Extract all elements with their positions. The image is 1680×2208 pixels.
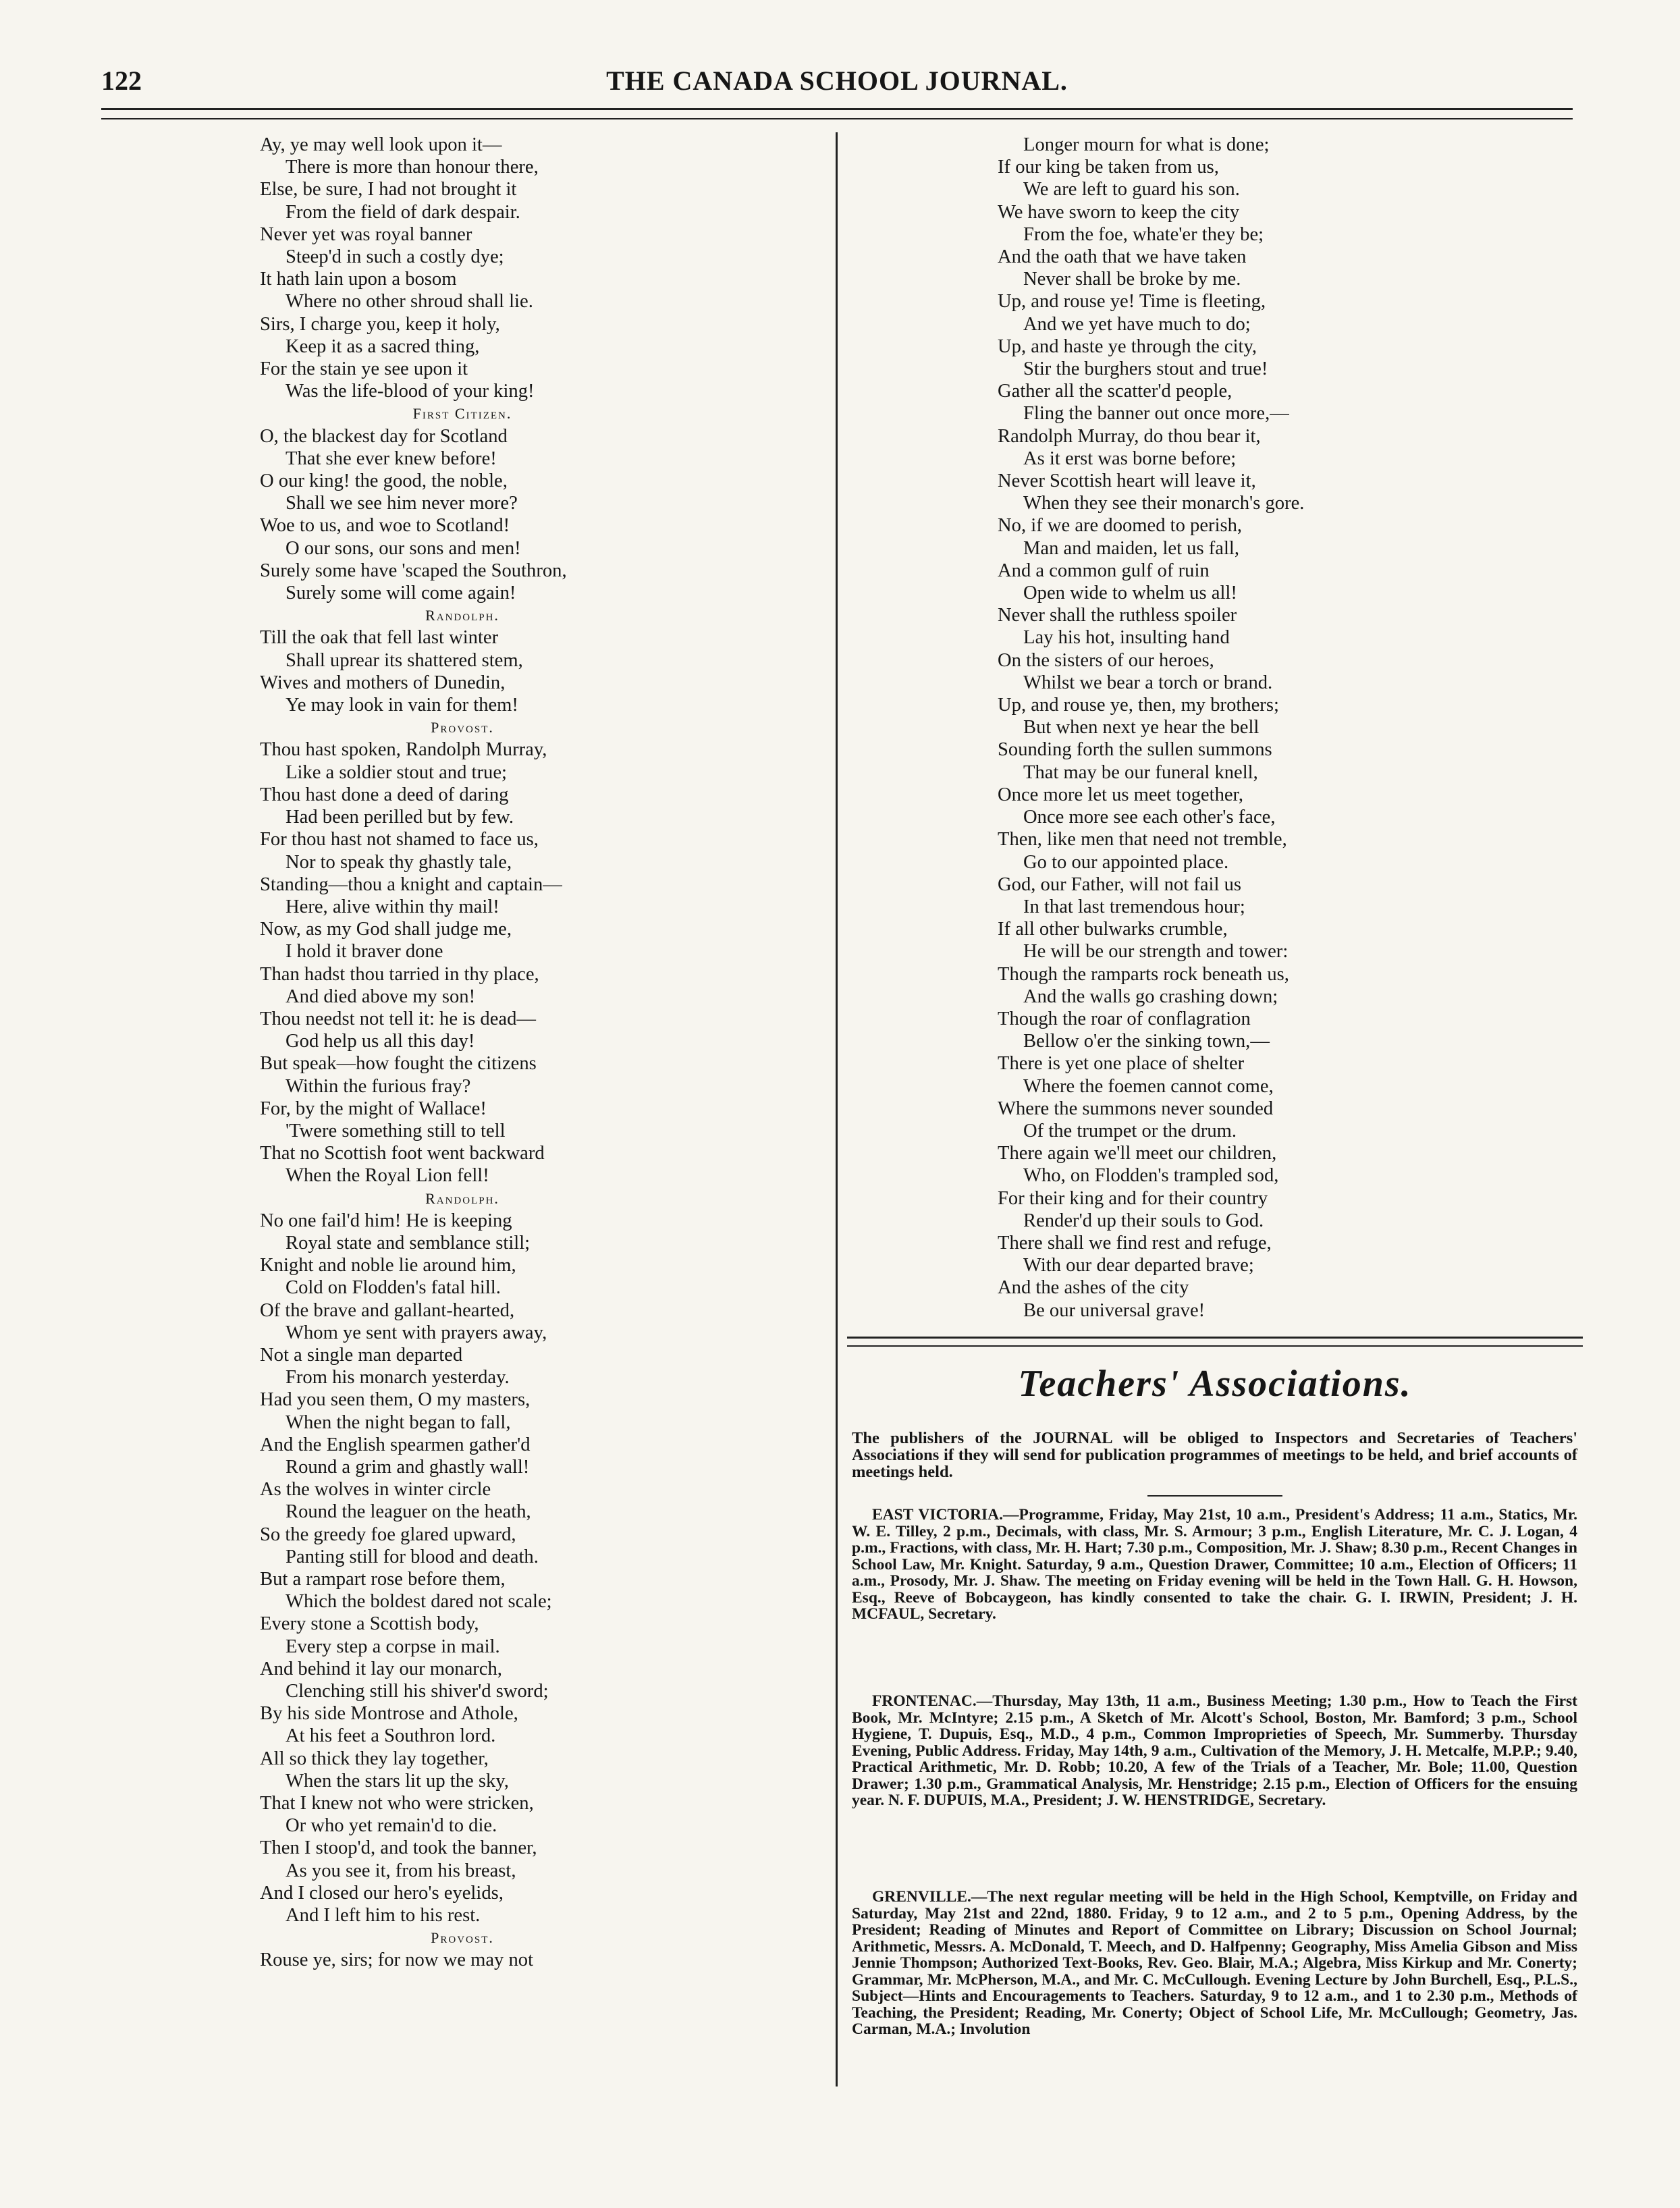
poem-line: With our dear departed brave; — [1023, 1255, 1254, 1276]
poem-line: In that last tremendous hour; — [1023, 896, 1245, 917]
poem-line: O our king! the good, the noble, — [260, 470, 508, 492]
page-header — [101, 65, 1573, 105]
poem-line: Keep it as a sacred thing, — [286, 335, 480, 357]
poem-line: As the wolves in winter circle — [260, 1479, 491, 1501]
poem-line: Till the oak that fell last winter — [260, 627, 499, 649]
poem-line: Shall uprear its shattered stem, — [286, 649, 523, 671]
poem-line: Standing—thou a knight and captain— — [260, 873, 562, 895]
poem-line: Round the leaguer on the heath, — [286, 1501, 531, 1523]
poem-line: Than hadst thou tarried in thy place, — [260, 963, 539, 985]
poem-line: Lay his hot, insulting hand — [1023, 627, 1230, 649]
poem-line: Thou needst not tell it: he is dead— — [260, 1008, 536, 1029]
poem-line: God help us all this day! — [286, 1031, 475, 1052]
poem-line: Surely some will come again! — [286, 583, 516, 604]
poem-line: Where the foemen cannot come, — [1023, 1075, 1274, 1097]
poem-line: Fling the banner out once more,— — [1023, 403, 1289, 425]
poem-line: And the oath that we have taken — [998, 246, 1247, 268]
poem-line: That no Scottish foot went backward — [260, 1143, 545, 1164]
poem-line: Shall we see him never more? — [286, 493, 518, 514]
report-text: EAST VICTORIA.—Programme, Friday, May 21st, 10 a.m., President's Address; 11 a.m., Statics, Mr. W. E. Tilley, 2 p.m., Decimals, with class, Mr. S. Armour; 3 p.m., English Literature, Mr. C. J. Logan, 4 p.m., Fractions, with class, Mr. H. Hart; 7.30 p.m., Composition, Mr. J. Shaw; 8.30 p.m., Recent Changes in School Law, Mr. Knight. Saturday, 9 a.m., Question Drawer, Committee; 10 a.m., Election of Officers; 11 a.m., Prosody, Mr. J. Shaw. The meeting on Friday evening will be held in the Town Hall. G. H. Howson, Esq., Reeve of Bobcaygeon, has kindly consented to take the chair. G. I. IRWIN, President; J. H. MCFAUL, Secretary. — [852, 1506, 1577, 1623]
poem-line: Never shall the ruthless spoiler — [998, 605, 1237, 626]
poem-line: Like a soldier stout and true; — [286, 761, 507, 783]
poem-line: And the English spearmen gather'd — [260, 1434, 531, 1455]
poem-line: But when next ye hear the bell — [1023, 717, 1259, 738]
poem-line: Here, alive within thy mail! — [286, 896, 499, 917]
poem-line: Or who yet remain'd to die. — [286, 1815, 497, 1837]
poem-line: When the Royal Lion fell! — [286, 1165, 489, 1187]
poem-line: Ye may look in vain for them! — [286, 695, 518, 716]
poem-line: As it erst was borne before; — [1023, 448, 1237, 469]
poem-line: When the stars lit up the sky, — [286, 1770, 509, 1792]
poem-line: From his monarch yesterday. — [286, 1367, 510, 1389]
poem-line: I hold it braver done — [286, 941, 443, 963]
poem-line: Gather all the scatter'd people, — [998, 381, 1232, 402]
poem-line: As you see it, from his breast, — [286, 1860, 516, 1881]
poem-line: That may be our funeral knell, — [1023, 761, 1258, 783]
report-grenville — [852, 1889, 1577, 2038]
poem-line: So the greedy foe glared upward, — [260, 1524, 516, 1545]
poem-line: Royal state and semblance still; — [286, 1232, 531, 1254]
poem-line: Which the boldest dared not scale; — [286, 1591, 552, 1613]
poem-line: There is yet one place of shelter — [998, 1053, 1245, 1075]
poem-line: God, our Father, will not fail us — [998, 873, 1241, 895]
poem-line: No one fail'd him! He is keeping — [260, 1210, 512, 1231]
poem-line: Rouse ye, sirs; for now we may not — [260, 1949, 534, 1971]
poem-line: Else, be sure, I had not brought it — [260, 179, 517, 200]
poem-line: Had been perilled but by few. — [286, 807, 514, 828]
poem-line: Up, and rouse ye! Time is fleeting, — [998, 291, 1266, 313]
poem-line: Longer mourn for what is done; — [1023, 134, 1270, 155]
poem-line: Every step a corpse in mail. — [286, 1636, 500, 1657]
poem-line: Woe to us, and woe to Scotland! — [260, 515, 510, 537]
poem-line: Bellow o'er the sinking town,— — [1023, 1031, 1270, 1052]
poem-line: Not a single man departed — [260, 1344, 463, 1366]
poem-line: Was the life-blood of your king! — [286, 381, 535, 402]
poem-line: There is more than honour there, — [286, 157, 539, 178]
poem-line: And the walls go crashing down; — [1023, 986, 1278, 1007]
journal-title: THE CANADA SCHOOL JOURNAL. — [606, 65, 1068, 96]
poem-line: Knight and noble lie around him, — [260, 1255, 516, 1276]
poem-line: And a common gulf of ruin — [998, 560, 1210, 581]
header-rule — [101, 108, 1573, 119]
report-text: FRONTENAC.—Thursday, May 13th, 11 a.m., Business Meeting; 1.30 p.m., How to Teach the First Book, Mr. McIntyre; 2.15 p.m., A Sketch of Mr. Alcott's School, Boston, Mr. Bamford; 3 p.m., School Hygiene, T. Dupuis, Esq., M.D., 4 p.m., Common Improprieties of Speech, Mr. Summerby. Thursday Evening, Public Address. Friday, May 14th, 9 a.m., Cultivation of the Memory, J. H. Metcalfe, M.P.P.; 9.40, Practical Arithmetic, Mr. D. Robb; 10.20, A few of the Trials of a Teacher, Mr. Bole; 11.00, Question Drawer; 1.30 p.m., Grammatical Analysis, Mr. Henstridge; 2.15 p.m., Election of Officers for the ensuing year. N. F. DUPUIS, M.A., President; J. W. HENSTRIDGE, Secretary. — [852, 1692, 1577, 1809]
poem-line: For their king and for their country — [998, 1187, 1268, 1209]
poem-line: Though the ramparts rock beneath us, — [998, 963, 1289, 985]
poem-line: O our sons, our sons and men! — [286, 537, 521, 559]
poem-line: Surely some have 'scaped the Southron, — [260, 560, 567, 581]
poem-line: Up, and haste ye through the city, — [998, 335, 1257, 357]
poem-line: And I left him to his rest. — [286, 1905, 481, 1927]
poem-line: If our king be taken from us, — [998, 157, 1219, 178]
page-number: 122 — [101, 65, 142, 96]
section-notice: The publishers of the JOURNAL will be obliged to Inspectors and Secretaries of Teachers' Associations if they will send for publication programmes of meetings to be held, and brief accounts of meetings held. — [852, 1429, 1577, 1481]
poem-line: Steep'd in such a costly dye; — [286, 246, 504, 268]
poem-line: And we yet have much to do; — [1023, 313, 1251, 335]
poem-line: Then, like men that need not tremble, — [998, 829, 1287, 851]
poem-line: And behind it lay our monarch, — [260, 1658, 502, 1679]
poem-line: Be our universal grave! — [1023, 1299, 1205, 1321]
speaker-label: Randolph. — [425, 1189, 499, 1207]
poem-line: All so thick they lay together, — [260, 1748, 489, 1769]
poem-line: Now, as my God shall judge me, — [260, 919, 512, 940]
speaker-label: Randolph. — [425, 607, 499, 624]
poem-line: Nor to speak thy ghastly tale, — [286, 851, 512, 873]
poem-line: When they see their monarch's gore. — [1023, 493, 1305, 514]
poem-line: And the ashes of the city — [998, 1277, 1189, 1299]
poem-line: Round a grim and ghastly wall! — [286, 1456, 530, 1478]
poem-line: 'Twere something still to tell — [286, 1120, 506, 1141]
poem-line: Sirs, I charge you, keep it holy, — [260, 313, 500, 335]
poem-line: Clenching still his shiver'd sword; — [286, 1681, 549, 1702]
poem-line: Where the summons never sounded — [998, 1098, 1274, 1119]
poem-line: There shall we find rest and refuge, — [998, 1232, 1272, 1254]
poem-line: Ay, ye may well look upon it— — [260, 134, 502, 155]
notice-rule — [1147, 1495, 1282, 1497]
poem-line: At his feet a Southron lord. — [286, 1725, 496, 1747]
poem-line: But speak—how fought the citizens — [260, 1053, 537, 1075]
poem-line: From the foe, whate'er they be; — [1023, 223, 1264, 245]
poem-line: Of the trumpet or the drum. — [1023, 1120, 1237, 1141]
speaker-label: Provost. — [431, 719, 494, 736]
poem-line: No, if we are doomed to perish, — [998, 515, 1243, 537]
poem-line: Of the brave and gallant-hearted, — [260, 1299, 515, 1321]
poem-line: But a rampart rose before them, — [260, 1569, 506, 1590]
poem-line: From the field of dark despair. — [286, 201, 520, 223]
poem-line: Open wide to whelm us all! — [1023, 583, 1237, 604]
poem-line: Wives and mothers of Dunedin, — [260, 672, 506, 693]
poem-line: Never yet was royal banner — [260, 223, 472, 245]
column-divider — [836, 132, 838, 2086]
poem-line: And I closed our hero's eyelids, — [260, 1882, 504, 1904]
poem-line: Render'd up their souls to God. — [1023, 1210, 1264, 1231]
poem-line: Had you seen them, O my masters, — [260, 1389, 531, 1411]
section-rule — [847, 1337, 1583, 1347]
poem-line: That I knew not who were stricken, — [260, 1793, 534, 1814]
poem-right-column — [998, 134, 1551, 1322]
poem-line: Man and maiden, let us fall, — [1023, 537, 1240, 559]
poem-line: He will be our strength and tower: — [1023, 941, 1289, 963]
poem-line: Once more let us meet together, — [998, 784, 1244, 805]
poem-line: Where no other shroud shall lie. — [286, 291, 533, 313]
poem-line: Randolph Murray, do thou bear it, — [998, 425, 1261, 447]
poem-line: Up, and rouse ye, then, my brothers; — [998, 695, 1279, 716]
poem-line: It hath lain upon a bosom — [260, 269, 457, 290]
poem-line: Who, on Flodden's trampled sod, — [1023, 1165, 1279, 1187]
poem-line: Once more see each other's face, — [1023, 807, 1276, 828]
poem-line: Within the furious fray? — [286, 1075, 471, 1097]
poem-line: When the night began to fall, — [286, 1411, 511, 1433]
poem-line: That she ever knew before! — [286, 448, 497, 469]
poem-left-column — [260, 134, 820, 1972]
poem-line: By his side Montrose and Athole, — [260, 1703, 518, 1725]
poem-line: We have sworn to keep the city — [998, 201, 1240, 223]
poem-line: Though the roar of conflagration — [998, 1008, 1251, 1029]
poem-line: For thou hast not shamed to face us, — [260, 829, 539, 851]
poem-line: For, by the might of Wallace! — [260, 1098, 487, 1119]
poem-line: If all other bulwarks crumble, — [998, 919, 1228, 940]
report-east-victoria — [852, 1507, 1577, 1623]
report-frontenac — [852, 1693, 1577, 1809]
poem-line: There again we'll meet our children, — [998, 1143, 1277, 1164]
poem-line: Every stone a Scottish body, — [260, 1613, 479, 1635]
poem-line: Never Scottish heart will leave it, — [998, 470, 1256, 492]
poem-line: For the stain ye see upon it — [260, 358, 468, 380]
poem-line: Stir the burghers stout and true! — [1023, 358, 1268, 380]
speaker-label: First Citizen. — [412, 405, 512, 423]
poem-line: On the sisters of our heroes, — [998, 649, 1214, 671]
poem-line: Thou hast spoken, Randolph Murray, — [260, 739, 547, 761]
poem-line: Never shall be broke by me. — [1023, 269, 1241, 290]
poem-line: Go to our appointed place. — [1023, 851, 1229, 873]
poem-line: Panting still for blood and death. — [286, 1546, 539, 1567]
report-text: GRENVILLE.—The next regular meeting will be held in the High School, Kemptville, on Friday and Saturday, May 21st and 22nd, 1880. Friday, 9 to 12 a.m., and 2 to 5 p.m., Opening Address, by the President; Reading of Minutes and Report of Committee on Library; Discussion on School Journal; Arithmetic, Messrs. A. McDonald, T. Meech, and D. Halfpenny; Geography, Miss Amelia Gibson and Miss Jennie Thompson; Authorized Text-Books, Rev. Geo. Blair, M.A.; Algebra, Miss Kirkup and Mr. Conerty; Grammar, Mr. McPherson, M.A., and Mr. C. McCullough. Evening Lecture by John Burchell, Esq., P.L.S., Subject—Hints and Encouragements to Teachers. Saturday, 9 to 12 a.m., and 1 to 2.30 p.m., Methods of Teaching, the President; Reading, Mr. Conerty; Object of School Life, Mr. McCullough; Geometry, Jas. Carman, M.A.; Involution — [852, 1888, 1577, 2038]
section-title: Teachers' Associations. — [1018, 1363, 1412, 1405]
poem-line: Whilst we bear a torch or brand. — [1023, 672, 1273, 693]
poem-line: Thou hast done a deed of daring — [260, 784, 509, 805]
poem-line: And died above my son! — [286, 986, 476, 1007]
poem-line: O, the blackest day for Scotland — [260, 425, 508, 447]
poem-line: We are left to guard his son. — [1023, 179, 1240, 200]
poem-line: Sounding forth the sullen summons — [998, 739, 1272, 761]
poem-line: Cold on Flodden's fatal hill. — [286, 1277, 501, 1299]
poem-line: Whom ye sent with prayers away, — [286, 1322, 547, 1343]
speaker-label: Provost. — [431, 1929, 494, 1947]
poem-line: Then I stoop'd, and took the banner, — [260, 1837, 537, 1859]
